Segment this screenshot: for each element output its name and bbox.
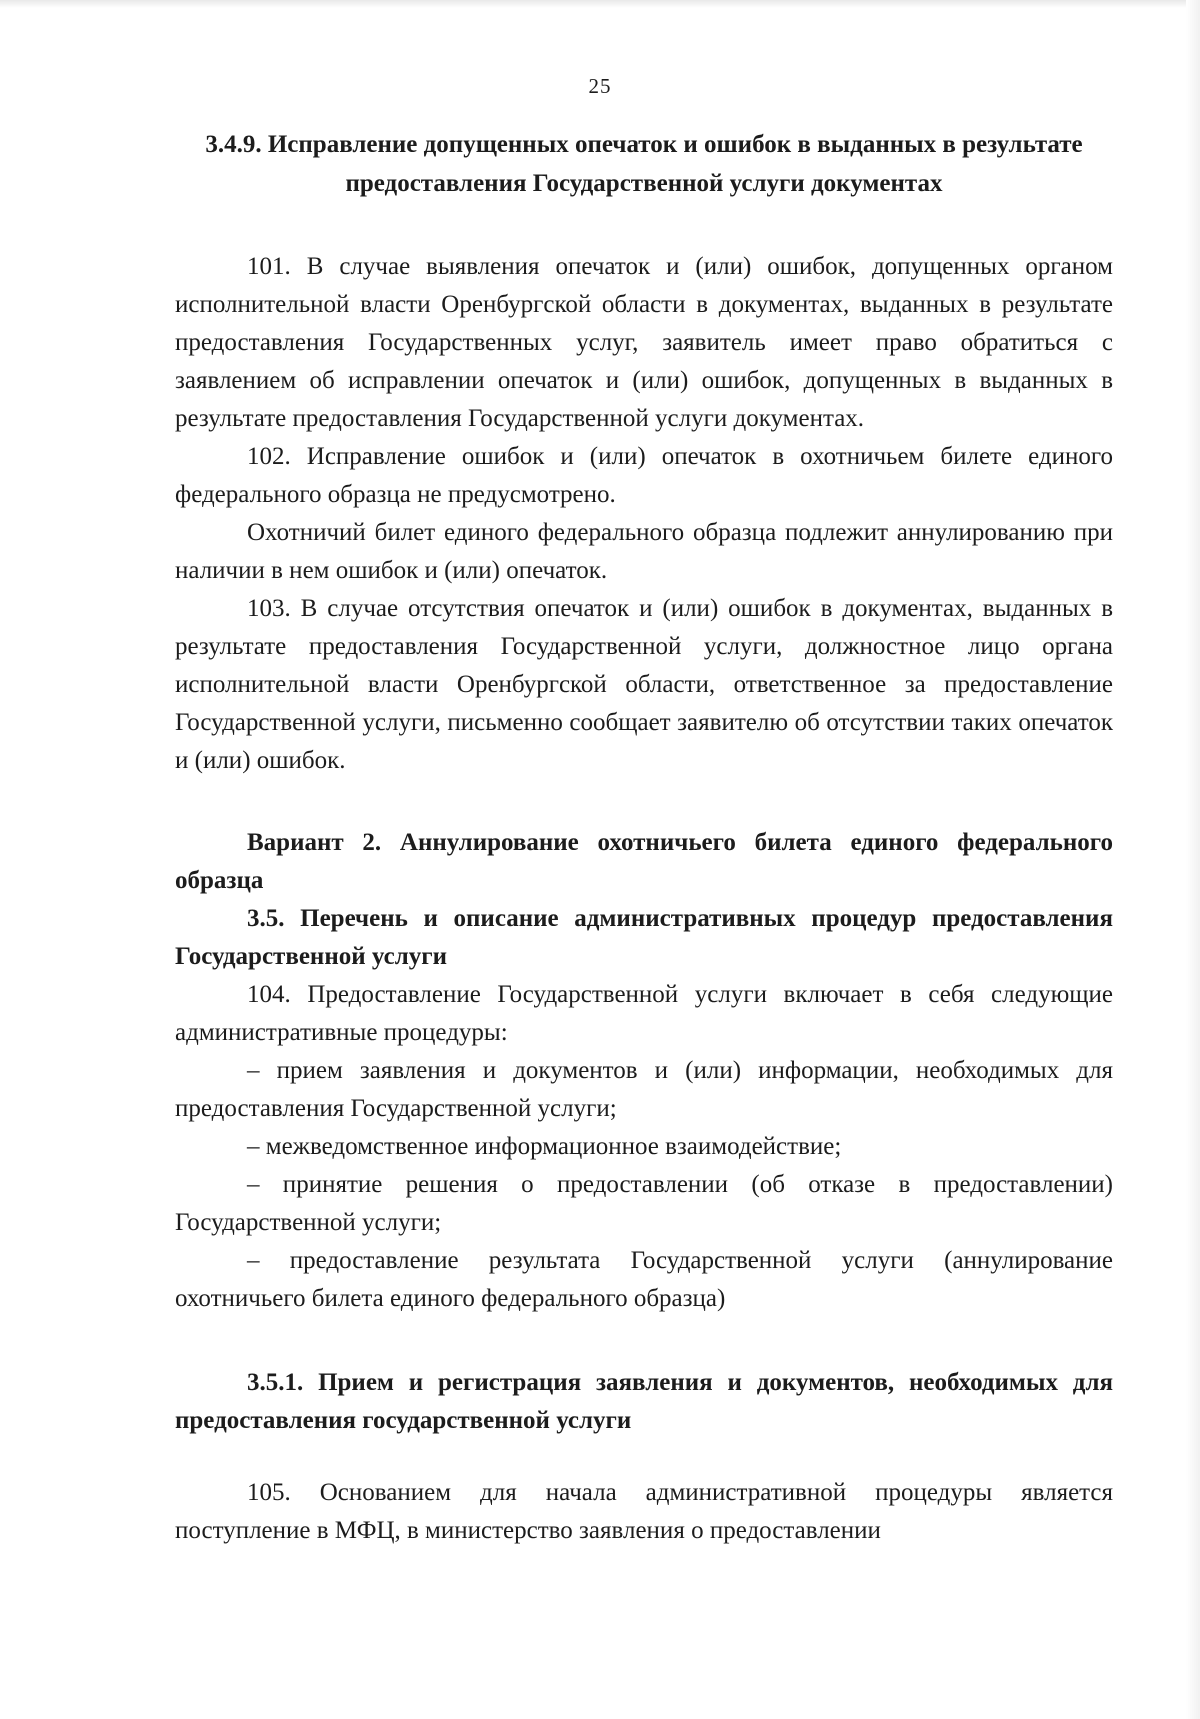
section-3-5-1-heading: 3.5.1. Прием и регистрация заявления и документов, необходимых для предоставления государственной услуги [175, 1369, 1113, 1434]
document-body [175, 125, 1113, 1550]
paragraph-102-continued: Охотничий билет единого федерального образца подлежит аннулированию при наличии в нем ошибок и (или) опечаток. [175, 519, 1113, 584]
scan-edge-top [0, 0, 1200, 8]
procedure-list-item: – межведомственное информационное взаимодействие; [247, 1133, 842, 1160]
paragraph-105: 105. Основанием для начала административной процедуры является поступление в МФЦ, в министерство заявления о предоставлении [175, 1479, 1113, 1544]
procedure-list-item: – предоставление результата Государственной услуги (аннулирование охотничьего билета единого федерального образца) [175, 1247, 1113, 1312]
section-3-4-9-heading: 3.4.9. Исправление допущенных опечаток и ошибок в выданных в результате предоставления Государственной услуги документах [205, 131, 1083, 197]
paragraph-104: 104. Предоставление Государственной услуги включает в себя следующие административные процедуры: [175, 981, 1113, 1046]
section-3-5-heading: 3.5. Перечень и описание административных процедур предоставления Государственной услуги [175, 905, 1113, 970]
paragraph-101: 101. В случае выявления опечаток и (или) ошибок, допущенных органом исполнительной власти Оренбургской области в документах, выданных в результате предоставления Государственных услуг, заявитель имеет право обратиться с заявлением об исправлении опечаток и (или) ошибок, допущенных в выданных в результате предоставления Государственной услуги документах. [175, 253, 1113, 432]
paragraph-103: 103. В случае отсутствия опечаток и (или) ошибок в документах, выданных в результате предоставления Государственной услуги, должностное лицо органа исполнительной власти Оренбургской области, ответственное за предоставление Государственной услуги, письменно сообщает заявителю об отсутствии таких опечаток и (или) ошибок. [175, 595, 1113, 774]
paragraph-102: 102. Исправление ошибок и (или) опечаток в охотничьем билете единого федерального образца не предусмотрено. [175, 443, 1113, 508]
page-number: 25 [588, 74, 612, 98]
procedure-list-item: – принятие решения о предоставлении (об отказе в предоставлении) Государственной услуги; [175, 1171, 1113, 1236]
procedure-list-item: – прием заявления и документов и (или) информации, необходимых для предоставления Государственной услуги; [175, 1057, 1113, 1122]
scan-edge-right [1186, 0, 1200, 1719]
variant-2-heading: Вариант 2. Аннулирование охотничьего билета единого федерального образца [175, 829, 1113, 894]
